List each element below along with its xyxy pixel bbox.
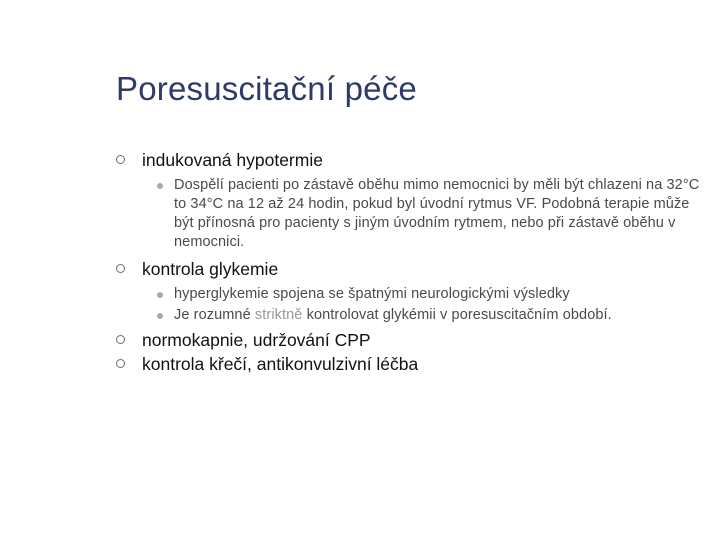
- highlighted-word: striktně: [254, 307, 303, 323]
- slide-title: Poresuscitační péče: [116, 70, 417, 107]
- bullet-label: kontrola křečí, antikonvulzivní léčba: [142, 354, 419, 374]
- slide-content: [114, 148, 704, 376]
- bullet-item-glycemia: [114, 257, 704, 281]
- sub-item: [114, 285, 704, 304]
- bullet-item-seizure-control: [114, 352, 704, 376]
- bullet-label: kontrola glykemie: [142, 259, 279, 279]
- sub-item-text: Dospělí pacienti po zástavě oběhu mimo nemocnici by měli být chlazeni na 32°C to 34°C na 12 až 24 hodin, pokud byl úvodní rytmus VF. Podobná terapie může být přínosná pro pacienty s jiným úvodním rytmem, nebo při zástavě oběhu v nemocnici.: [174, 177, 700, 250]
- sub-item-text: hyperglykemie spojena se špatnými neurologickými výsledky: [174, 286, 570, 302]
- dot-bullet-icon: [157, 183, 163, 189]
- bullet-label: indukovaná hypotermie: [142, 150, 323, 170]
- hollow-circle-bullet-icon: [116, 359, 125, 368]
- hollow-circle-bullet-icon: [116, 264, 125, 273]
- dot-bullet-icon: [157, 313, 163, 319]
- hollow-circle-bullet-icon: [116, 155, 125, 164]
- bullet-item-hypothermia: [114, 148, 704, 172]
- sub-item-text-after: kontrolovat glykémii v poresuscitačním období.: [306, 307, 612, 323]
- bullet-label: normokapnie, udržování CPP: [142, 330, 371, 350]
- bullet-item-normocapnia: [114, 328, 704, 352]
- dot-bullet-icon: [157, 292, 163, 298]
- sub-list-hypothermia: [114, 176, 704, 252]
- sub-item: [114, 176, 704, 252]
- sub-list-glycemia: [114, 285, 704, 325]
- sub-item: [114, 306, 704, 325]
- hollow-circle-bullet-icon: [116, 335, 125, 344]
- sub-item-text-before: Je rozumné: [174, 307, 251, 323]
